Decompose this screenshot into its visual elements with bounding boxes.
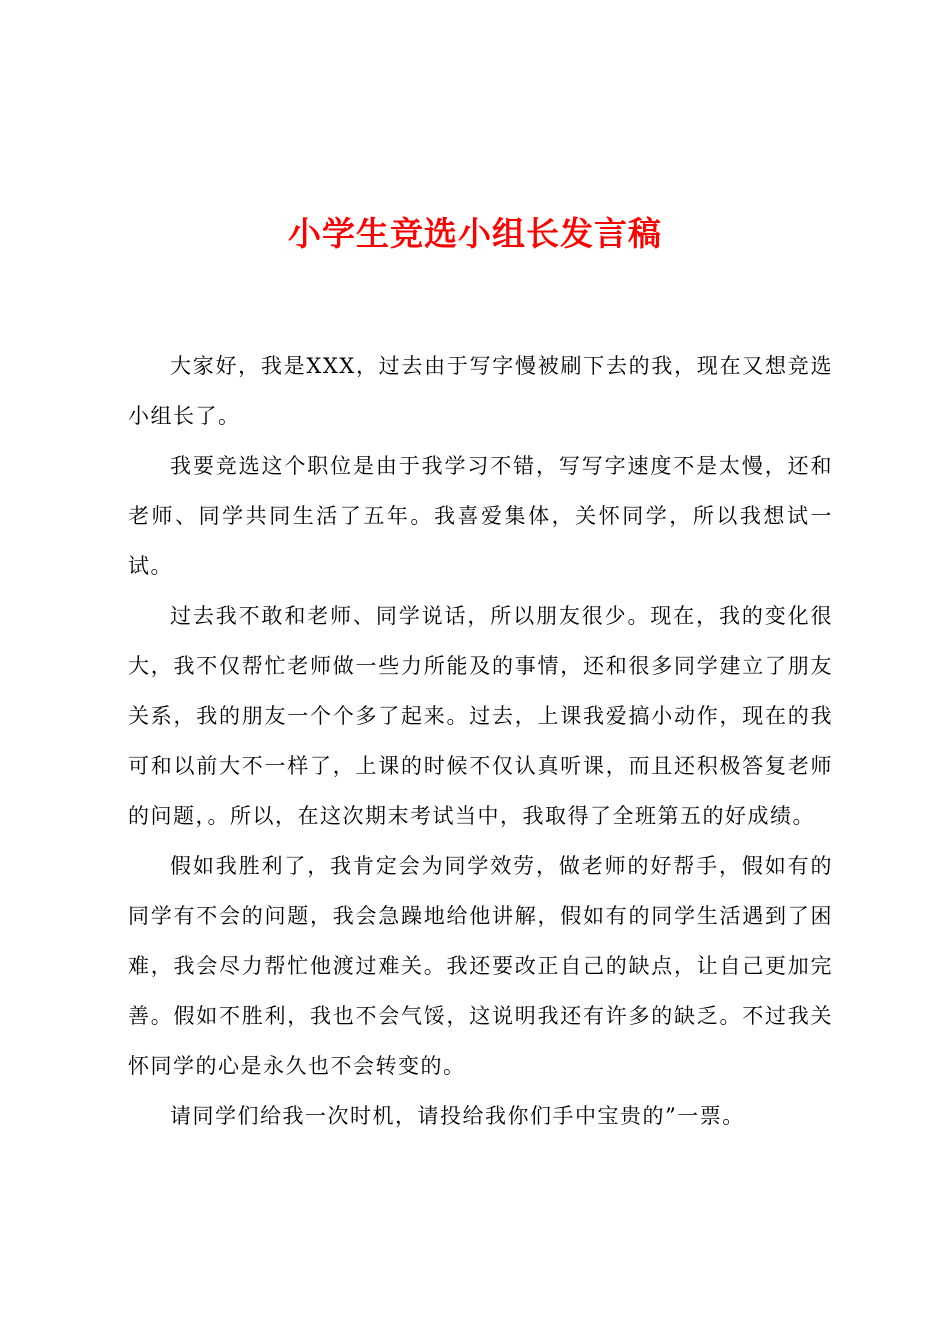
paragraph-greeting: 大家好，我是XXX，过去由于写字慢被刷下去的我，现在又想竞选小组长了。 — [128, 354, 833, 428]
paragraph-closing: 请同学们给我一次时机，请投给我你们手中宝贵的”一票。 — [170, 1104, 745, 1128]
paragraph-promise: 假如我胜利了，我肯定会为同学效劳，做老师的好帮手，假如有的同学有不会的问题，我会急躁地给他讲解，假如有的同学生活遇到了困难，我会尽力帮忙他渡过难关。我还要改正自己的缺点，让自己更加完善。假如不胜利，我也不会气馁，这说明我还有许多的缺乏。不过我关怀同学的心是永久也不会转变的。 — [128, 854, 833, 1078]
paragraph-changes: 过去我不敢和老师、同学说话，所以朋友很少。现在，我的变化很大，我不仅帮忙老师做一些力所能及的事情，还和很多同学建立了朋友关系，我的朋友一个个多了起来。过去，上课我爱搞小动作，现在的我可和以前大不一样了，上课的时候不仅认真听课，而且还积极答复老师的问题，。所以，在这次期末考试当中，我取得了全班第五的好成绩。 — [128, 604, 833, 828]
document-title: 小学生竞选小组长发言稿 — [288, 214, 662, 253]
document-body — [128, 341, 833, 1141]
paragraph-reason: 我要竞选这个职位是由于我学习不错，写写字速度不是太慢，还和老师、同学共同生活了五年。我喜爱集体，关怀同学，所以我想试一试。 — [128, 454, 833, 578]
